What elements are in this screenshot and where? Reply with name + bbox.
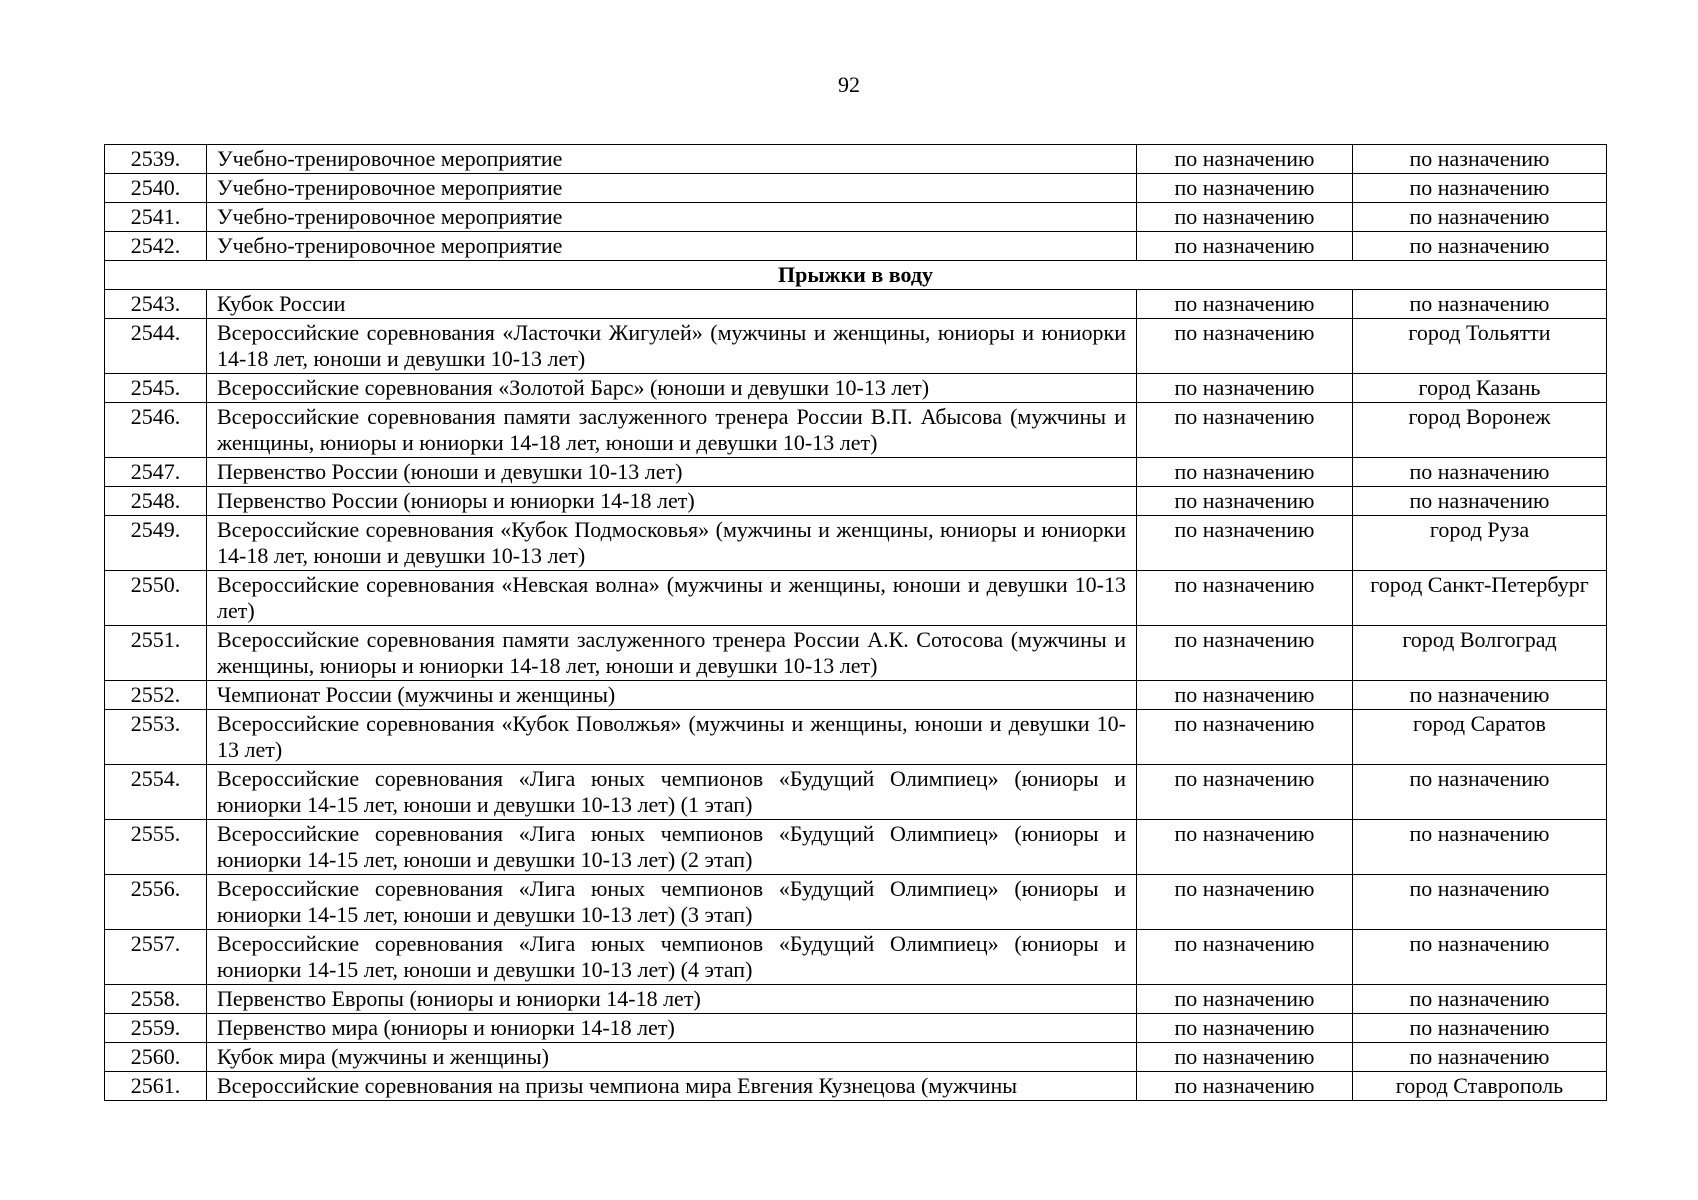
row-number: 2542.: [105, 232, 207, 261]
event-name: Всероссийские соревнования «Золотой Барс» (юноши и девушки 10-13 лет): [207, 374, 1137, 403]
page-number: 92: [838, 72, 860, 97]
event-name: Всероссийские соревнования памяти заслуженного тренера России А.К. Сотосова (мужчины и женщины, юниоры и юниорки 14-18 лет, юноши и девушки 10-13 лет): [207, 626, 1137, 681]
event-date: по назначению: [1137, 319, 1353, 374]
event-name: Учебно-тренировочное мероприятие: [207, 174, 1137, 203]
row-number: 2550.: [105, 571, 207, 626]
event-place: город Казань: [1353, 374, 1607, 403]
row-number: 2543.: [105, 290, 207, 319]
table-row: [105, 1043, 1607, 1072]
row-number: 2547.: [105, 458, 207, 487]
event-name: Всероссийские соревнования «Лига юных чемпионов «Будущий Олимпиец» (юниоры и юниорки 14-15 лет, юноши и девушки 10-13 лет) (2 этап): [207, 820, 1137, 875]
event-name: Всероссийские соревнования «Лига юных чемпионов «Будущий Олимпиец» (юниоры и юниорки 14-15 лет, юноши и девушки 10-13 лет) (4 этап): [207, 930, 1137, 985]
event-date: по назначению: [1137, 1014, 1353, 1043]
event-name: Учебно-тренировочное мероприятие: [207, 145, 1137, 174]
event-name: Всероссийские соревнования «Лига юных чемпионов «Будущий Олимпиец» (юниоры и юниорки 14-15 лет, юноши и девушки 10-13 лет) (1 этап): [207, 765, 1137, 820]
row-number: 2548.: [105, 487, 207, 516]
event-name: Учебно-тренировочное мероприятие: [207, 232, 1137, 261]
event-place: по назначению: [1353, 930, 1607, 985]
event-name: Всероссийские соревнования «Невская волна» (мужчины и женщины, юноши и девушки 10-13 лет): [207, 571, 1137, 626]
event-date: по назначению: [1137, 985, 1353, 1014]
event-date: по назначению: [1137, 1072, 1353, 1101]
table-row: [105, 820, 1607, 875]
event-name: Первенство мира (юниоры и юниорки 14-18 лет): [207, 1014, 1137, 1043]
event-place: по назначению: [1353, 174, 1607, 203]
event-name: Всероссийские соревнования «Кубок Поволжья» (мужчины и женщины, юноши и девушки 10-13 лет): [207, 710, 1137, 765]
event-place: город Волгоград: [1353, 626, 1607, 681]
row-number: 2553.: [105, 710, 207, 765]
table-row: [105, 174, 1607, 203]
event-date: по назначению: [1137, 765, 1353, 820]
table-row: [105, 1072, 1607, 1101]
table-row: [105, 374, 1607, 403]
section-header-group: [105, 261, 1607, 290]
event-name: Первенство России (юниоры и юниорки 14-18 лет): [207, 487, 1137, 516]
row-number: 2561.: [105, 1072, 207, 1101]
event-date: по назначению: [1137, 458, 1353, 487]
event-date: по назначению: [1137, 681, 1353, 710]
table-row: [105, 985, 1607, 1014]
section-header-row: [105, 261, 1607, 290]
event-place: город Руза: [1353, 516, 1607, 571]
event-place: по назначению: [1353, 681, 1607, 710]
row-number: 2560.: [105, 1043, 207, 1072]
event-date: по назначению: [1137, 232, 1353, 261]
event-place: по назначению: [1353, 1043, 1607, 1072]
table-row: [105, 710, 1607, 765]
row-number: 2541.: [105, 203, 207, 232]
row-number: 2551.: [105, 626, 207, 681]
event-name: Первенство России (юноши и девушки 10-13 лет): [207, 458, 1137, 487]
event-date: по назначению: [1137, 820, 1353, 875]
row-number: 2558.: [105, 985, 207, 1014]
event-place: город Санкт-Петербург: [1353, 571, 1607, 626]
event-place: по назначению: [1353, 985, 1607, 1014]
event-date: по назначению: [1137, 290, 1353, 319]
row-number: 2552.: [105, 681, 207, 710]
row-number: 2545.: [105, 374, 207, 403]
event-date: по назначению: [1137, 403, 1353, 458]
event-place: город Саратов: [1353, 710, 1607, 765]
section-title: Прыжки в воду: [105, 261, 1607, 290]
event-place: город Воронеж: [1353, 403, 1607, 458]
event-place: по назначению: [1353, 145, 1607, 174]
table-row: [105, 875, 1607, 930]
event-place: по назначению: [1353, 765, 1607, 820]
event-place: по назначению: [1353, 487, 1607, 516]
table-row: [105, 626, 1607, 681]
event-date: по назначению: [1137, 875, 1353, 930]
event-name: Учебно-тренировочное мероприятие: [207, 203, 1137, 232]
event-place: по назначению: [1353, 875, 1607, 930]
table-row: [105, 681, 1607, 710]
event-date: по назначению: [1137, 487, 1353, 516]
table-row: [105, 290, 1607, 319]
table-row: [105, 403, 1607, 458]
table-row: [105, 203, 1607, 232]
table-row: [105, 458, 1607, 487]
row-number: 2546.: [105, 403, 207, 458]
event-place: по назначению: [1353, 203, 1607, 232]
events-table: [104, 144, 1607, 1101]
row-number: 2559.: [105, 1014, 207, 1043]
table-row: [105, 765, 1607, 820]
event-place: по назначению: [1353, 290, 1607, 319]
event-date: по назначению: [1137, 516, 1353, 571]
row-number: 2539.: [105, 145, 207, 174]
row-number: 2540.: [105, 174, 207, 203]
row-number: 2557.: [105, 930, 207, 985]
event-place: город Тольятти: [1353, 319, 1607, 374]
table-row: [105, 319, 1607, 374]
table-row: [105, 571, 1607, 626]
row-number: 2556.: [105, 875, 207, 930]
event-date: по назначению: [1137, 174, 1353, 203]
event-date: по назначению: [1137, 145, 1353, 174]
table-row: [105, 516, 1607, 571]
table-row: [105, 145, 1607, 174]
table-row: [105, 1014, 1607, 1043]
event-name: Всероссийские соревнования на призы чемпиона мира Евгения Кузнецова (мужчины: [207, 1072, 1137, 1101]
event-place: по назначению: [1353, 1014, 1607, 1043]
event-date: по назначению: [1137, 203, 1353, 232]
event-place: по назначению: [1353, 820, 1607, 875]
event-date: по назначению: [1137, 571, 1353, 626]
event-date: по назначению: [1137, 1043, 1353, 1072]
event-date: по назначению: [1137, 710, 1353, 765]
table-row: [105, 930, 1607, 985]
event-name: Всероссийские соревнования «Ласточки Жигулей» (мужчины и женщины, юниоры и юниорки 14-18 лет, юноши и девушки 10-13 лет): [207, 319, 1137, 374]
row-number: 2549.: [105, 516, 207, 571]
event-date: по назначению: [1137, 374, 1353, 403]
table-row: [105, 232, 1607, 261]
event-name: Всероссийские соревнования памяти заслуженного тренера России В.П. Абысова (мужчины и женщины, юниоры и юниорки 14-18 лет, юноши и девушки 10-13 лет): [207, 403, 1137, 458]
event-name: Всероссийские соревнования «Кубок Подмосковья» (мужчины и женщины, юниоры и юниорки 14-18 лет, юноши и девушки 10-13 лет): [207, 516, 1137, 571]
event-date: по назначению: [1137, 626, 1353, 681]
event-place: по назначению: [1353, 458, 1607, 487]
event-name: Чемпионат России (мужчины и женщины): [207, 681, 1137, 710]
row-number: 2555.: [105, 820, 207, 875]
event-place: по назначению: [1353, 232, 1607, 261]
event-place: город Ставрополь: [1353, 1072, 1607, 1101]
row-number: 2554.: [105, 765, 207, 820]
row-number: 2544.: [105, 319, 207, 374]
events-table-body-section: [105, 290, 1607, 1101]
event-name: Кубок мира (мужчины и женщины): [207, 1043, 1137, 1072]
event-name: Кубок России: [207, 290, 1137, 319]
events-table-body-top: [105, 145, 1607, 261]
event-name: Первенство Европы (юниоры и юниорки 14-18 лет): [207, 985, 1137, 1014]
event-date: по назначению: [1137, 930, 1353, 985]
table-row: [105, 487, 1607, 516]
event-name: Всероссийские соревнования «Лига юных чемпионов «Будущий Олимпиец» (юниоры и юниорки 14-15 лет, юноши и девушки 10-13 лет) (3 этап): [207, 875, 1137, 930]
